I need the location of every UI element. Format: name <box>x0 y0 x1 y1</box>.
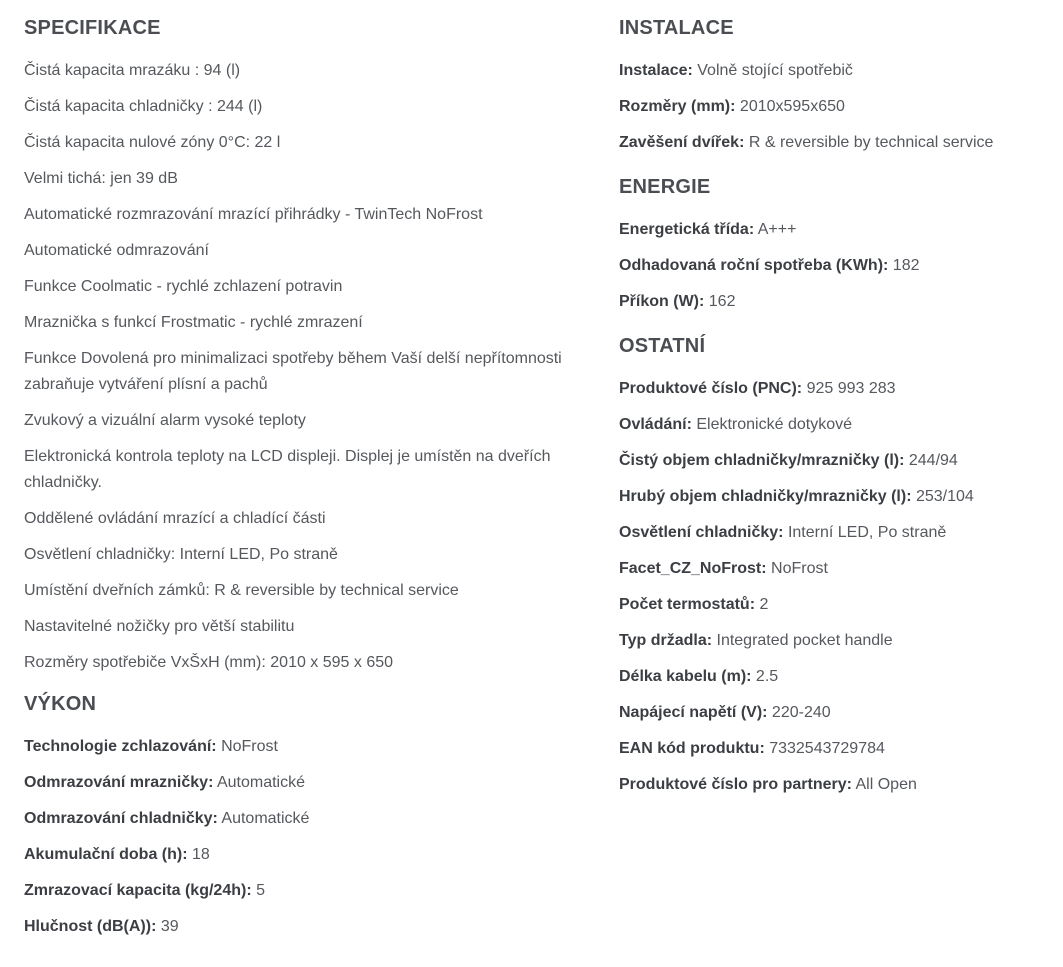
ostatni-item <box>619 700 1049 726</box>
instalace-heading: INSTALACE <box>619 17 734 39</box>
item-value: Elektronické dotykové <box>691 416 852 433</box>
spec-item: Automatické rozmrazování mrazící přihrádky - TwinTech NoFrost <box>24 206 483 223</box>
spec-item: Čistá kapacita chladničky : 244 (l) <box>24 98 263 115</box>
item-value: 253/104 <box>911 488 974 505</box>
item-value: 220-240 <box>767 704 831 721</box>
spec-item: Osvětlení chladničky: Interní LED, Po straně <box>24 546 338 563</box>
vykon-item <box>24 914 599 940</box>
item-value: 925 993 283 <box>802 380 896 397</box>
ostatni-item <box>619 628 1049 654</box>
item-key: Odmrazování mrazničky: <box>24 774 214 791</box>
spec-item: Čistá kapacita mrazáku : 94 (l) <box>24 62 241 79</box>
spec-item: Oddělené ovládání mrazící a chladící části <box>24 510 326 527</box>
item-key: Ovládání: <box>619 416 692 433</box>
item-value: Automatické <box>213 774 306 791</box>
energie-item <box>619 217 1049 243</box>
vykon-heading: VÝKON <box>24 693 97 715</box>
spec-item: Rozměry spotřebiče VxŠxH (mm): 2010 x 595 x 650 <box>24 654 394 671</box>
vykon-item <box>24 806 599 832</box>
ostatni-item <box>619 664 1049 690</box>
item-key: Napájecí napětí (V): <box>619 704 768 721</box>
instalace-item <box>619 130 1049 156</box>
ostatni-heading: OSTATNÍ <box>619 335 706 357</box>
right-column <box>619 0 1049 808</box>
spec-item: Umístění dveřních zámků: R & reversible by technical service <box>24 582 459 599</box>
instalace-item <box>619 58 1049 84</box>
energie-heading: ENERGIE <box>619 176 711 198</box>
vykon-section <box>24 692 599 940</box>
instalace-section <box>619 16 1049 156</box>
instalace-item <box>619 94 1049 120</box>
ostatni-item <box>619 556 1049 582</box>
item-value: Volně stojící spotřebič <box>692 62 853 79</box>
vykon-item <box>24 842 599 868</box>
spec-item: Čistá kapacita nulové zóny 0°C: 22 l <box>24 134 281 151</box>
item-value: 5 <box>251 882 265 899</box>
item-value: NoFrost <box>216 738 278 755</box>
item-value: A+++ <box>754 221 797 238</box>
specifikace-section <box>24 16 599 676</box>
item-value: 2 <box>755 596 769 613</box>
item-value: 2.5 <box>751 668 779 685</box>
item-value: 162 <box>704 293 736 310</box>
item-key: Technologie zchlazování: <box>24 738 217 755</box>
item-value: Interní LED, Po straně <box>783 524 947 541</box>
ostatni-item <box>619 448 1049 474</box>
spec-item: Elektronická kontrola teploty na LCD displeji. Displej je umístěn na dveřích chladničky. <box>24 448 551 491</box>
spec-item: Nastavitelné nožičky pro větší stabilitu <box>24 618 295 635</box>
item-key: Produktové číslo pro partnery: <box>619 776 852 793</box>
ostatni-item <box>619 520 1049 546</box>
energie-section <box>619 175 1049 315</box>
ostatni-item <box>619 484 1049 510</box>
item-key: Odhadovaná roční spotřeba (KWh): <box>619 257 889 274</box>
ostatni-item <box>619 412 1049 438</box>
vykon-item <box>24 734 599 760</box>
spec-item: Zvukový a vizuální alarm vysoké teploty <box>24 412 306 429</box>
item-value: 182 <box>888 257 920 274</box>
item-value: R & reversible by technical service <box>744 134 994 151</box>
item-key: Zmrazovací kapacita (kg/24h): <box>24 882 252 899</box>
vykon-item <box>24 770 599 796</box>
item-key: Produktové číslo (PNC): <box>619 380 803 397</box>
item-key: EAN kód produktu: <box>619 740 765 757</box>
item-value: NoFrost <box>766 560 828 577</box>
item-key: Počet termostatů: <box>619 596 756 613</box>
item-key: Hrubý objem chladničky/mrazničky (l): <box>619 488 912 505</box>
item-key: Rozměry (mm): <box>619 98 736 115</box>
item-key: Facet_CZ_NoFrost: <box>619 560 767 577</box>
energie-item <box>619 253 1049 279</box>
specifikace-heading: SPECIFIKACE <box>24 17 161 39</box>
item-key: Energetická třída: <box>619 221 755 238</box>
item-key: Osvětlení chladničky: <box>619 524 784 541</box>
ostatni-item <box>619 376 1049 402</box>
item-value: Automatické <box>217 810 310 827</box>
item-value: 18 <box>187 846 210 863</box>
ostatni-item <box>619 772 1049 798</box>
spec-list <box>24 58 599 676</box>
vykon-item <box>24 878 599 904</box>
item-value: All Open <box>851 776 917 793</box>
item-key: Odmrazování chladničky: <box>24 810 218 827</box>
item-value: 2010x595x650 <box>735 98 845 115</box>
spec-item: Mraznička s funkcí Frostmatic - rychlé zmrazení <box>24 314 363 331</box>
ostatni-section <box>619 334 1049 798</box>
item-key: Typ držadla: <box>619 632 713 649</box>
item-value: 7332543729784 <box>764 740 885 757</box>
spec-item: Velmi tichá: jen 39 dB <box>24 170 178 187</box>
spec-item: Funkce Dovolená pro minimalizaci spotřeby během Vaší delší nepřítomnosti zabraňuje vytváření plísní a pachů <box>24 350 562 393</box>
spec-item: Funkce Coolmatic - rychlé zchlazení potravin <box>24 278 343 295</box>
item-key: Čistý objem chladničky/mrazničky (l): <box>619 452 905 469</box>
item-value: 244/94 <box>904 452 958 469</box>
item-value: 39 <box>156 918 179 935</box>
item-key: Akumulační doba (h): <box>24 846 188 863</box>
item-key: Instalace: <box>619 62 693 79</box>
ostatni-item <box>619 736 1049 762</box>
item-key: Délka kabelu (m): <box>619 668 752 685</box>
item-key: Hlučnost (dB(A)): <box>24 918 157 935</box>
energie-item <box>619 289 1049 315</box>
spec-item: Automatické odmrazování <box>24 242 209 259</box>
ostatni-item <box>619 592 1049 618</box>
item-key: Zavěšení dvířek: <box>619 134 745 151</box>
item-key: Příkon (W): <box>619 293 705 310</box>
left-column <box>24 0 599 950</box>
item-value: Integrated pocket handle <box>712 632 893 649</box>
